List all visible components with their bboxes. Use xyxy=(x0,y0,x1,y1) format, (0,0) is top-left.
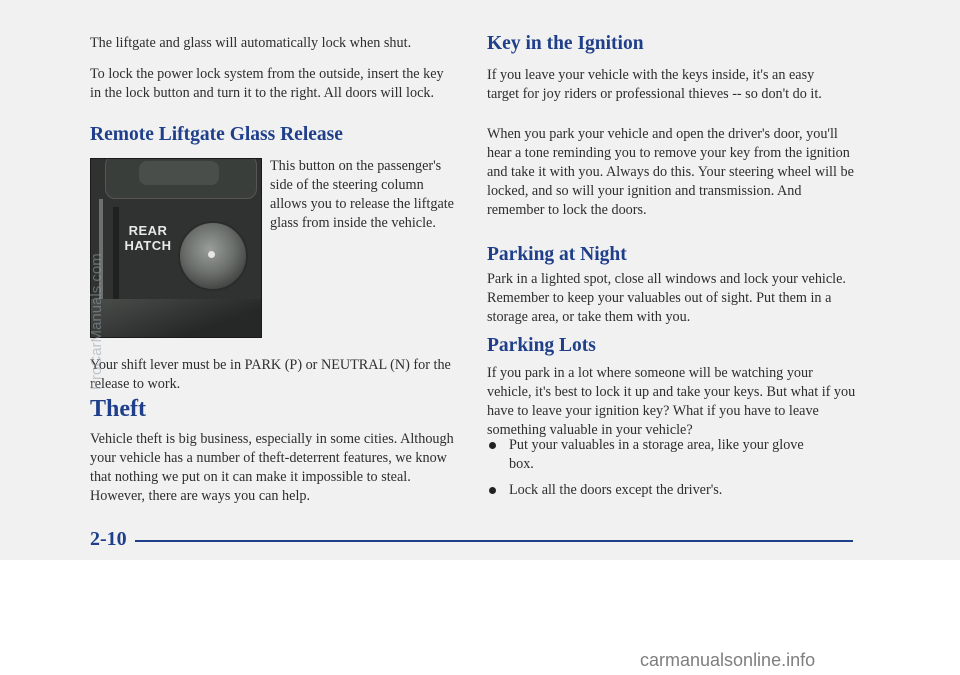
rear-hatch-button-photo xyxy=(90,158,262,338)
parking-night-paragraph: Park in a lighted spot, close all windows and lock your vehicle. Remember to keep your valuables out of sight. Put them in a storage area, or take them with you. xyxy=(487,271,846,325)
parking-lots-heading: Parking Lots xyxy=(487,335,596,356)
bullet-item-2: Lock all the doors except the driver's. xyxy=(509,482,723,498)
parking-night-heading: Parking at Night xyxy=(487,244,627,265)
power-lock-paragraph: To lock the power lock system from the outside, insert the key in the lock button and turn it to the right. All doors will lock. xyxy=(90,66,444,101)
theft-heading: Theft xyxy=(90,396,146,422)
footer-rule xyxy=(135,540,853,542)
release-button-icon xyxy=(178,221,248,291)
page-number: 2-10 xyxy=(90,528,127,550)
parking-lots-paragraph: If you park in a lot where someone will be watching your vehicle, it's best to lock it up and take your keys. But what if you have to leave your ignition key? What if you have to leave something valuable in your vehicle? xyxy=(487,365,856,438)
theft-paragraph: Vehicle theft is big business, especially in some cities. Although your vehicle has a number of theft-deterrent features, we know that nothing we put on it can make it impossible to steal. However, there are ways you can help. xyxy=(90,431,454,504)
bullet-item-1: Put your valuables in a storage area, like your glove box. xyxy=(509,437,804,472)
bullet-icon xyxy=(489,487,496,494)
remote-release-paragraph: This button on the passenger's side of the steering column allows you to release the liftgate glass from inside the vehicle. xyxy=(270,158,454,231)
key-ignition-paragraph-2: When you park your vehicle and open the driver's door, you'll hear a tone reminding you to remove your key from the ignition and take it with you. Always do this. Your steering wheel will be locked, and so will your ignition and transmission. And remember to lock the doors. xyxy=(487,126,854,218)
liftgate-lock-paragraph: The liftgate and glass will automatically lock when shut. xyxy=(90,35,412,51)
key-ignition-heading: Key in the Ignition xyxy=(487,33,644,54)
side-watermark: ProCarManuals.com xyxy=(88,253,105,390)
bottom-watermark-link[interactable]: carmanualsonline.info xyxy=(640,650,816,670)
bullet-icon xyxy=(489,442,496,449)
photo-label: REAR HATCH xyxy=(124,223,172,253)
shift-lever-paragraph: Your shift lever must be in PARK (P) or NEUTRAL (N) for the release to work. xyxy=(90,357,451,392)
remote-liftgate-heading: Remote Liftgate Glass Release xyxy=(90,124,343,145)
key-ignition-paragraph-1: If you leave your vehicle with the keys inside, it's an easy target for joy riders or professional thieves -- so don't do it. xyxy=(487,67,822,102)
